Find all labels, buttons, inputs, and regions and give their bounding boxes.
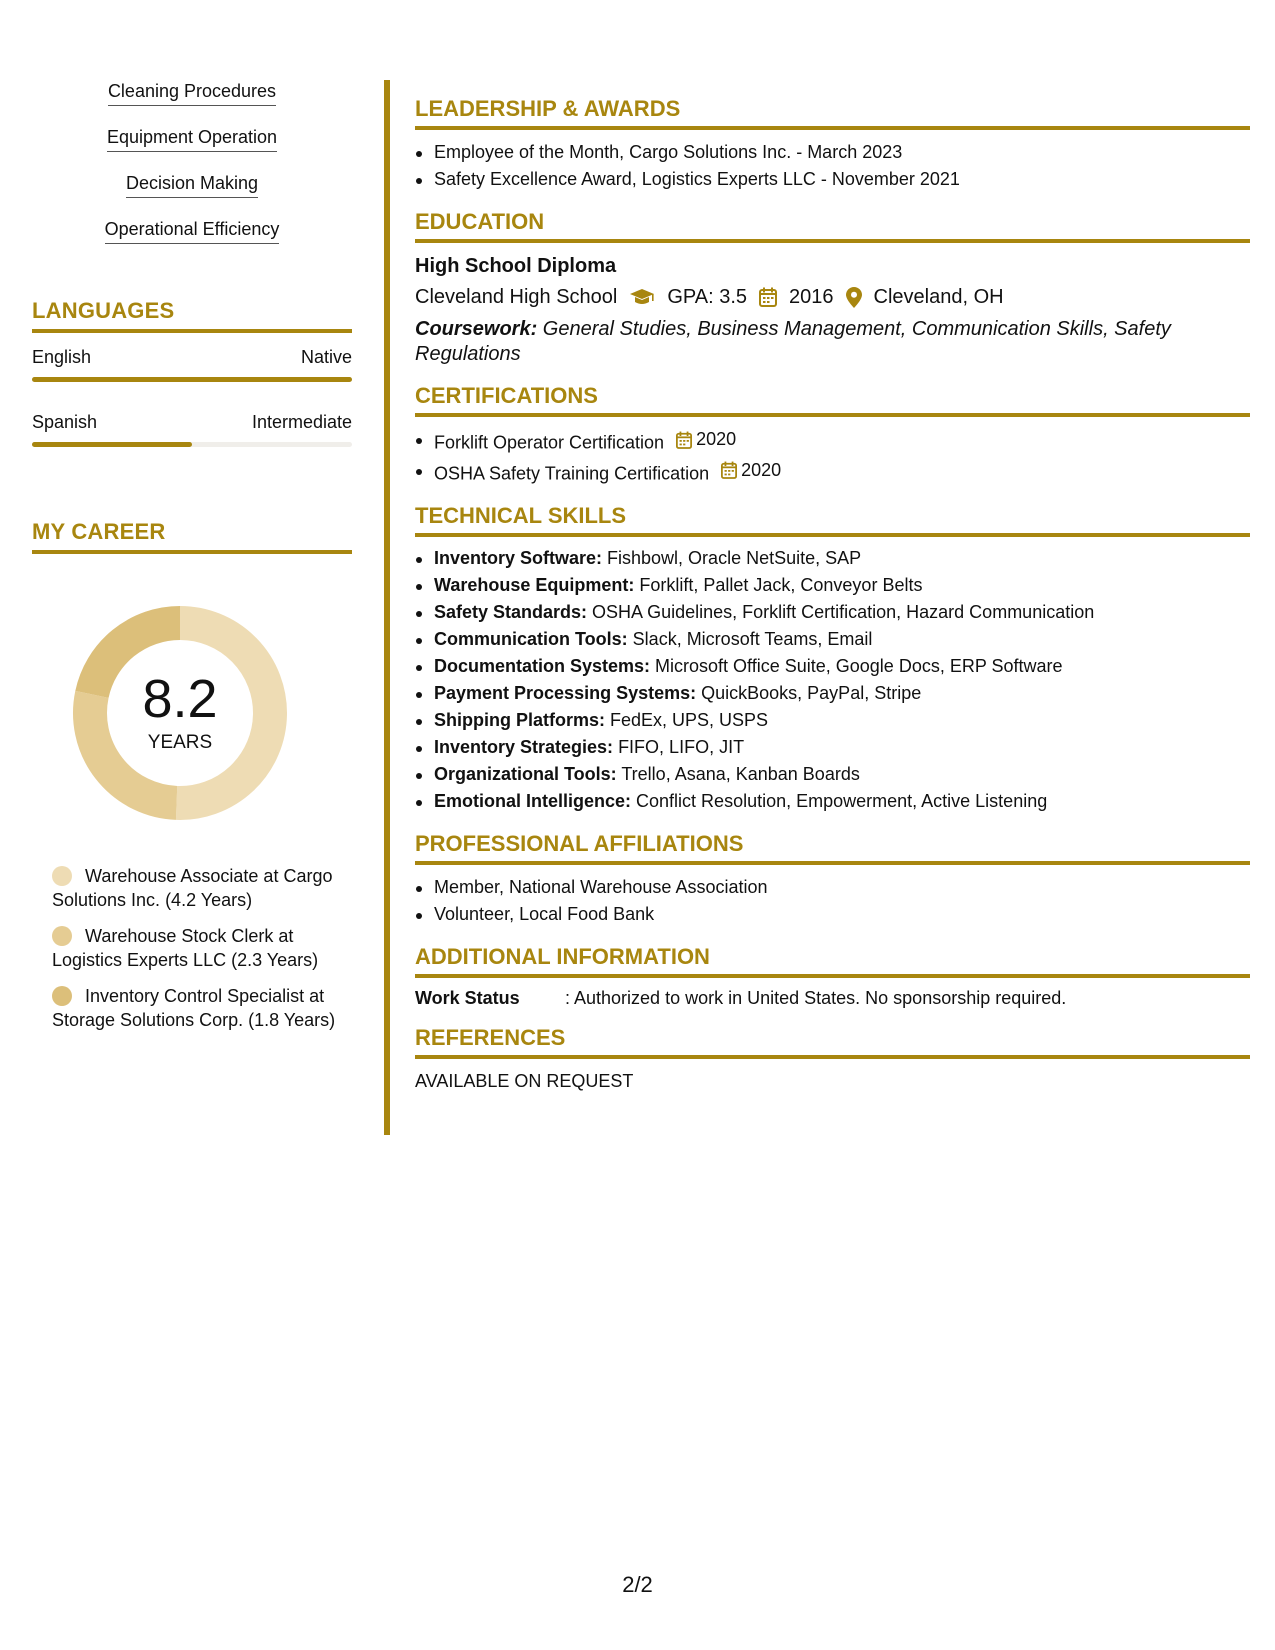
list-item: Organizational Tools: Trello, Asana, Kanban Boards [415, 761, 1250, 788]
language-bar-fill [32, 442, 192, 447]
skill-item: Operational Efficiency [32, 218, 352, 244]
right-column [415, 96, 1250, 1108]
work-status-row [415, 988, 1250, 1009]
left-column [32, 80, 352, 1032]
list-item: Inventory Software: Fishbowl, Oracle NetSuite, SAP [415, 545, 1250, 572]
graduation-cap-icon [629, 288, 655, 306]
list-item: Emotional Intelligence: Conflict Resolution, Empowerment, Active Listening [415, 788, 1250, 815]
legend-dot [52, 866, 72, 886]
list-item: Shipping Platforms: FedEx, UPS, USPS [415, 707, 1250, 734]
certifications-section [415, 383, 1250, 487]
legend-dot [52, 926, 72, 946]
gpa: GPA: 3.5 [667, 286, 748, 308]
list-item: Documentation Systems: Microsoft Office Suite, Google Docs, ERP Software [415, 653, 1250, 680]
language-bar [32, 442, 352, 447]
section-heading: PROFESSIONAL AFFILIATIONS [415, 831, 1250, 865]
legend-dot [52, 986, 72, 1006]
skill-item: Equipment Operation [32, 126, 352, 152]
list-item: Inventory Strategies: FIFO, LIFO, JIT [415, 734, 1250, 761]
career-donut-chart [65, 598, 295, 828]
list-item: Safety Standards: OSHA Guidelines, Forklift Certification, Hazard Communication [415, 599, 1250, 626]
leadership-section [415, 96, 1250, 193]
career-total-value: 8.2 [142, 669, 218, 729]
career-legend-item: Warehouse Stock Clerk at Logistics Experts LLC (2.3 Years) [52, 926, 319, 970]
affiliations-section [415, 831, 1250, 928]
references-section [415, 1025, 1250, 1092]
column-divider [384, 80, 390, 1135]
graduation-year: 2016 [789, 286, 834, 308]
section-heading: LEADERSHIP & AWARDS [415, 96, 1250, 130]
list-item: Safety Excellence Award, Logistics Experts LLC - November 2021 [415, 166, 1250, 193]
list-item: Payment Processing Systems: QuickBooks, PayPal, Stripe [415, 680, 1250, 707]
additional-info-section [415, 944, 1250, 1009]
language-bar-fill [32, 377, 352, 382]
career-legend-item: Inventory Control Specialist at Storage Solutions Corp. (1.8 Years) [52, 986, 336, 1030]
school-name: Cleveland High School [415, 286, 618, 308]
calendar-icon [676, 431, 692, 449]
map-pin-icon [846, 287, 862, 308]
languages-section [32, 298, 352, 447]
school-location: Cleveland, OH [873, 286, 1004, 308]
career-heading: MY CAREER [32, 519, 352, 554]
calendar-icon [759, 287, 777, 307]
work-status-value: : Authorized to work in United States. No sponsorship required. [565, 988, 1067, 1008]
list-item: Member, National Warehouse Association [415, 874, 1250, 901]
list-item: Employee of the Month, Cargo Solutions Inc. - March 2023 [415, 139, 1250, 166]
career-total-unit: YEARS [147, 732, 213, 753]
skill-item: Decision Making [32, 172, 352, 198]
list-item: OSHA Safety Training Certification 2020 [415, 457, 1250, 488]
coursework: Coursework: General Studies, Business Management, Communication Skills, Safety Regulations [415, 318, 1171, 365]
language-item [32, 412, 352, 447]
career-legend-item: Warehouse Associate at Cargo Solutions Inc. (4.2 Years) [52, 866, 333, 910]
section-heading: CERTIFICATIONS [415, 383, 1250, 417]
education-section [415, 209, 1250, 367]
skill-item: Cleaning Procedures [32, 80, 352, 106]
section-heading: REFERENCES [415, 1025, 1250, 1059]
career-legend [32, 864, 352, 1032]
language-level: Native [300, 347, 352, 367]
references-text: AVAILABLE ON REQUEST [415, 1071, 634, 1091]
section-heading: ADDITIONAL INFORMATION [415, 944, 1250, 978]
list-item: Volunteer, Local Food Bank [415, 901, 1250, 928]
language-bar [32, 377, 352, 382]
education-details [415, 283, 1250, 311]
language-item [32, 347, 352, 382]
list-item: Warehouse Equipment: Forklift, Pallet Jack, Conveyor Belts [415, 572, 1250, 599]
career-section [32, 519, 352, 1032]
list-item: Communication Tools: Slack, Microsoft Teams, Email [415, 626, 1250, 653]
languages-heading: LANGUAGES [32, 298, 352, 333]
page-number: 2/2 [622, 1572, 653, 1597]
section-heading: EDUCATION [415, 209, 1250, 243]
skills-list [32, 80, 352, 244]
language-level: Intermediate [251, 412, 352, 432]
calendar-icon [721, 461, 737, 479]
technical-skills-section [415, 503, 1250, 815]
work-status-label: Work Status [415, 988, 520, 1008]
language-name: English [32, 347, 92, 367]
section-heading: TECHNICAL SKILLS [415, 503, 1250, 537]
degree-title: High School Diploma [415, 255, 617, 277]
list-item: Forklift Operator Certification 2020 [415, 426, 1250, 457]
language-name: Spanish [32, 412, 98, 432]
